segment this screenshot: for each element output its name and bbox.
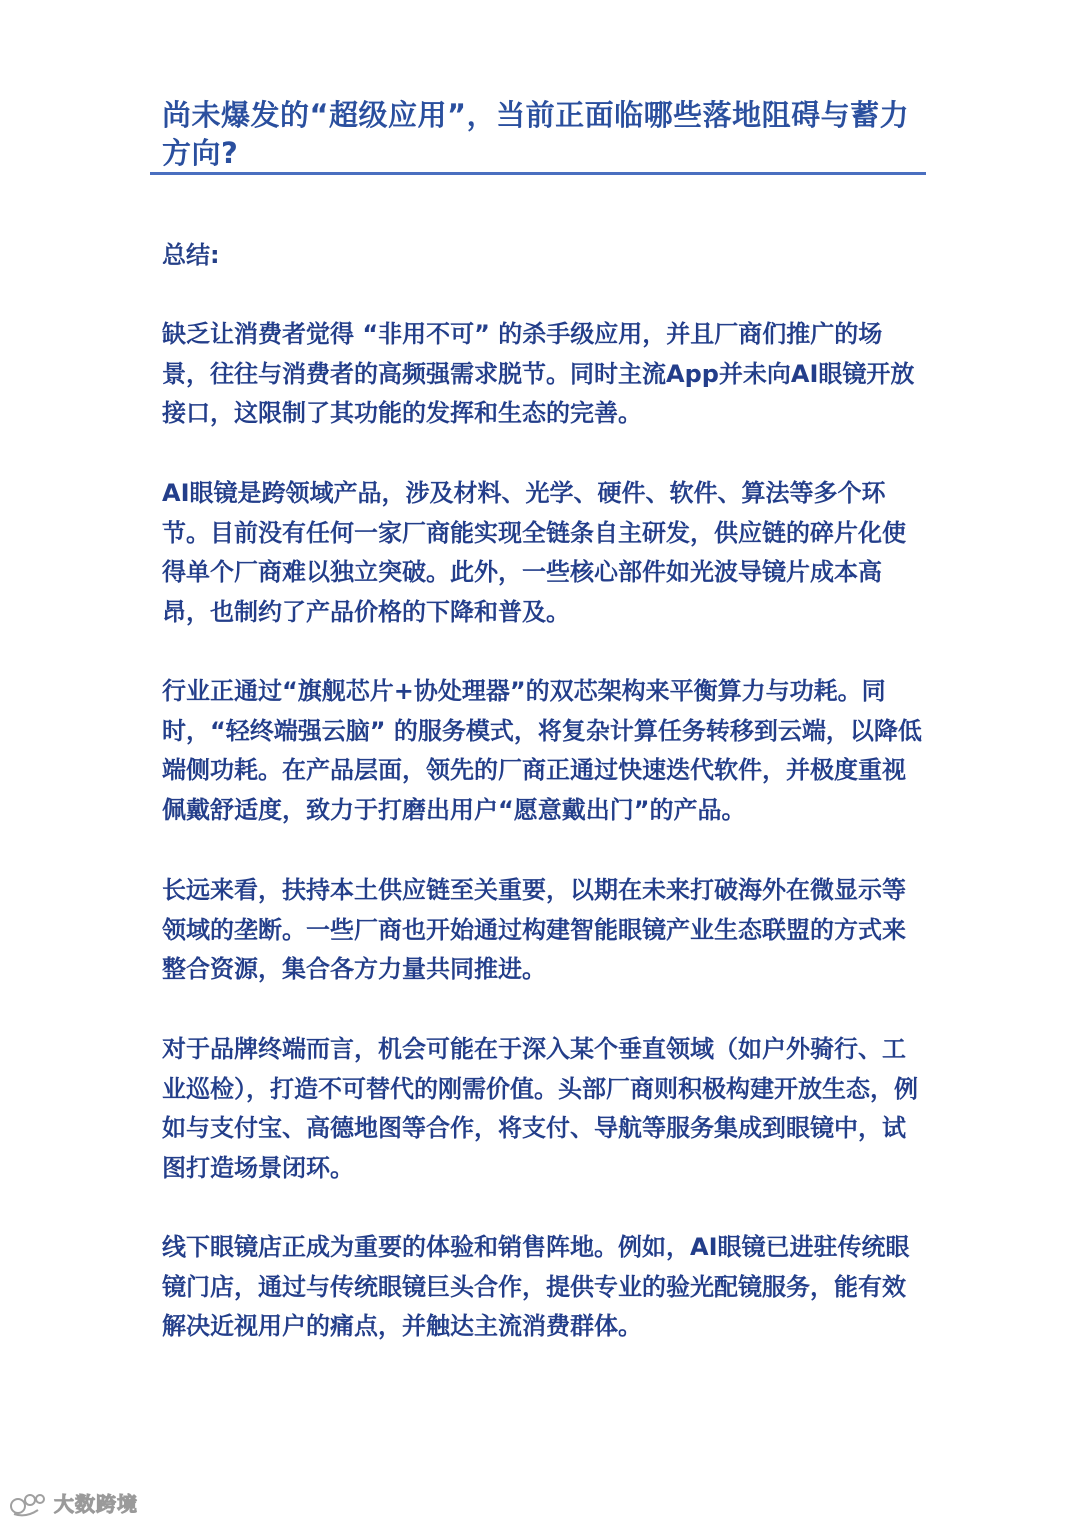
summary-heading: 总结: — [162, 241, 220, 269]
summary-paragraph: 行业正通过“旗舰芯片+协处理器”的双芯架构来平衡算力与功耗。同时，“轻终端强云脑” 的服务模式，将复杂计算任务转移到云端，以降低端侧功耗。在产品层面，领先的厂商正通过快速迭代软件，并极度重视佩戴舒适度，致力于打磨出用户“愿意戴出门”的产品。 — [162, 677, 922, 824]
summary-paragraph: 缺乏让消费者觉得 “非用不可” 的杀手级应用，并且厂商们推广的场景，往往与消费者的高频强需求脱节。同时主流App并未向AI眼镜开放接口，这限制了其功能的发挥和生态的完善。 — [162, 320, 915, 427]
summary-paragraph: AI眼镜是跨领域产品，涉及材料、光学、硬件、软件、算法等多个环节。目前没有任何一家厂商能实现全链条自主研发，供应链的碎片化使得单个厂商难以独立突破。此外，一些核心部件如光波导镜片成本高昂，也制约了产品价格的下降和普及。 — [162, 479, 906, 626]
summary-paragraph: 线下眼镜店正成为重要的体验和销售阵地。例如，AI眼镜已进驻传统眼镜门店，通过与传统眼镜巨头合作，提供专业的验光配镜服务，能有效解决近视用户的痛点，并触达主流消费群体。 — [162, 1233, 910, 1340]
title-divider — [150, 172, 926, 175]
watermark — [8, 1488, 138, 1520]
page-title: 尚未爆发的“超级应用”，当前正面临哪些落地阻碍与蓄力方向? — [162, 98, 910, 170]
summary-paragraph: 长远来看，扶持本土供应链至关重要，以期在未来打破海外在微显示等领域的垄断。一些厂商也开始通过构建智能眼镜产业生态联盟的方式来整合资源，集合各方力量共同推进。 — [162, 876, 906, 983]
summary-paragraph: 对于品牌终端而言，机会可能在于深入某个垂直领域（如户外骑行、工业巡检），打造不可替代的刚需价值。头部厂商则积极构建开放生态，例如与支付宝、高德地图等合作，将支付、导航等服务集成到眼镜中，试图打造场景闭环。 — [162, 1035, 918, 1182]
brand-logo-icon — [8, 1490, 48, 1518]
watermark-text: 大数跨境 — [54, 1492, 138, 1516]
